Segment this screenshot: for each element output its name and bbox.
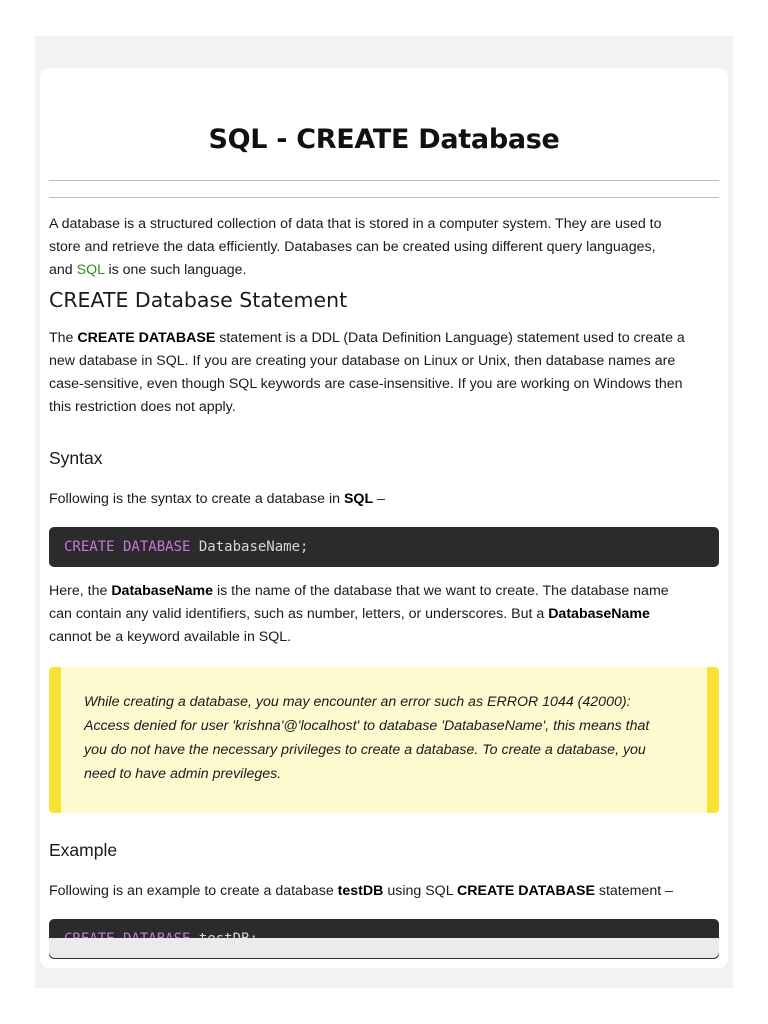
intro-text: and (49, 262, 77, 278)
paragraph-text: statement is a DDL (Data Definition Language) statement used to create a (215, 330, 685, 346)
syntax-intro (49, 488, 717, 511)
syntax-description (49, 580, 717, 649)
paragraph-text: Following is an example to create a database (49, 883, 338, 899)
page-viewport (35, 36, 733, 988)
database-name-bold: DatabaseName (111, 583, 214, 599)
intro-line (49, 259, 717, 282)
title-divider-bottom (49, 197, 719, 198)
bottom-overlay-bar (49, 938, 719, 958)
paragraph-text: Here, the (49, 583, 112, 599)
section-heading-create-database: CREATE Database Statement (49, 288, 348, 312)
paragraph-line (49, 327, 717, 350)
note-line: need to have admin previleges. (84, 766, 282, 782)
sql-bold: SQL (343, 491, 374, 507)
section-heading-example: Example (49, 840, 118, 860)
paragraph-text: can contain any valid identifiers, such as number, letters, or underscores. But a (49, 606, 549, 622)
paragraph-line: new database in SQL. If you are creating your database on Linux or Unix, then database names are (49, 353, 676, 369)
database-name-bold: DatabaseName (548, 606, 650, 622)
create-statement-paragraph (49, 327, 717, 419)
example-intro (49, 880, 717, 903)
intro-paragraph (49, 213, 717, 282)
title-divider-top (49, 180, 719, 181)
intro-line: store and retrieve the data efficiently. Databases can be created using different query languages, (49, 239, 656, 255)
code-keyword: CREATE DATABASE (64, 539, 191, 555)
paragraph-text: The (49, 330, 78, 346)
paragraph-text: is the name of the database that we want to create. The database name (213, 583, 669, 599)
privileges-note-box (49, 667, 719, 813)
create-database-bold: CREATE DATABASE (457, 883, 595, 899)
testdb-bold: testDB (337, 883, 384, 899)
note-line: you do not have the necessary privileges to create a database. To create a database, you (84, 742, 646, 758)
intro-line: A database is a structured collection of data that is stored in a computer system. They are used to (49, 216, 662, 232)
paragraph-line: case-sensitive, even though SQL keywords are case-insensitive. If you are working on Windows then (49, 376, 683, 392)
intro-text: is one such language. (104, 262, 247, 278)
paragraph-line (49, 580, 717, 603)
page-title: SQL - CREATE Database (208, 124, 560, 155)
paragraph-text: statement – (594, 883, 674, 899)
paragraph-line (49, 603, 717, 626)
note-line: Access denied for user 'krishna'@'localhost' to database 'DatabaseName', this means that (84, 718, 650, 734)
sql-link[interactable]: SQL (76, 262, 105, 278)
paragraph-text: Following is the syntax to create a database in (49, 491, 344, 507)
syntax-code-block[interactable] (49, 527, 719, 567)
create-database-keyword: CREATE DATABASE (77, 330, 216, 346)
note-line: While creating a database, you may encounter an error such as ERROR 1044 (42000): (84, 694, 631, 710)
code-text: DatabaseName; (190, 539, 309, 555)
article-card (40, 68, 728, 968)
paragraph-text: using SQL (383, 883, 457, 899)
section-heading-syntax: Syntax (49, 448, 103, 468)
paragraph-line: this restriction does not apply. (49, 399, 236, 415)
paragraph-text: – (373, 491, 385, 507)
note-text (84, 690, 674, 786)
paragraph-line: cannot be a keyword available in SQL. (49, 629, 292, 645)
